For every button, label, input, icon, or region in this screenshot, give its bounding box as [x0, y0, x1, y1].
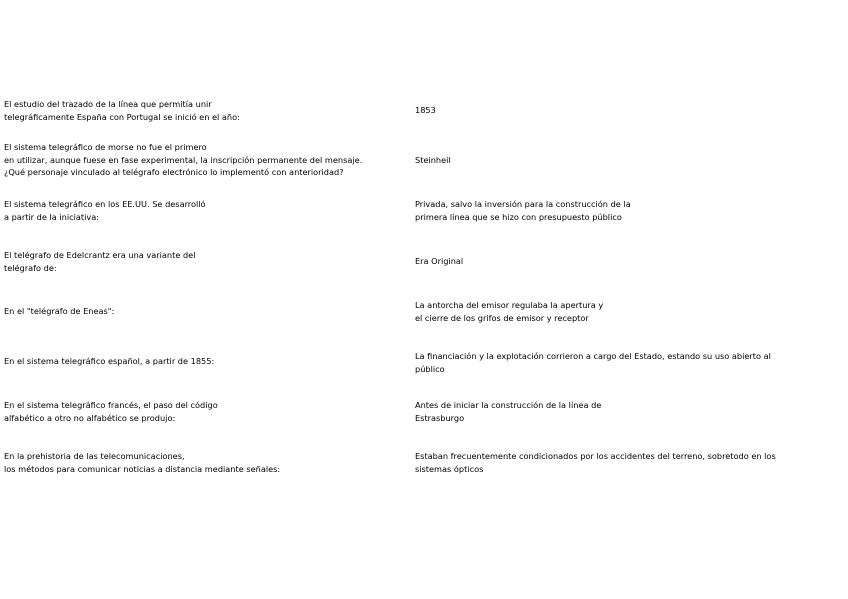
- answer-text: 1853: [415, 105, 436, 115]
- answer-text: Antes de iniciar la construcción de la línea de Estrasburgo: [415, 400, 602, 423]
- question-text: En el sistema telegráfico español, a partir de 1855:: [4, 356, 215, 366]
- answer-text: La antorcha del emisor regulaba la apertura y el cierre de los grifos de emisor y receptor: [415, 300, 604, 323]
- question-text: El estudio del trazado de la línea que permitía unir telegráficamente España con Portugal se inició en el año:: [4, 99, 240, 122]
- answer-text: La financiación y la explotación corrieron a cargo del Estado, estando su uso abierto al público: [415, 351, 771, 374]
- question-text: En el "telégrafo de Eneas":: [4, 306, 115, 316]
- answer-text: Steinheil: [415, 155, 451, 165]
- answer-text: Era Original: [415, 256, 464, 266]
- answer-text: Estaban frecuentemente condicionados por los accidentes del terreno, sobretodo en los sistemas ópticos: [415, 451, 776, 474]
- question-text: El telégrafo de Edelcrantz era una variante del telégrafo de:: [4, 250, 196, 273]
- question-text: El sistema telegráfico de morse no fue el primero en utilizar, aunque fuese en fase experimental, la inscripción permanente del mensaje. ¿Qué personaje vinculado al telégrafo electrónico lo implementó con anterioridad?: [4, 142, 363, 177]
- question-text: En la prehistoria de las telecomunicaciones, los métodos para comunicar noticias a distancia mediante señales:: [4, 451, 281, 474]
- question-text: El sistema telegráfico en los EE.UU. Se desarrolló a partir de la iniciativa:: [4, 199, 206, 222]
- answer-text: Privada, salvo la inversión para la construcción de la primera línea que se hizo con presupuesto público: [415, 199, 631, 222]
- question-text: En el sistema telegráfico francés, el paso del código alfabético a otro no alfabético se produjo:: [4, 400, 218, 423]
